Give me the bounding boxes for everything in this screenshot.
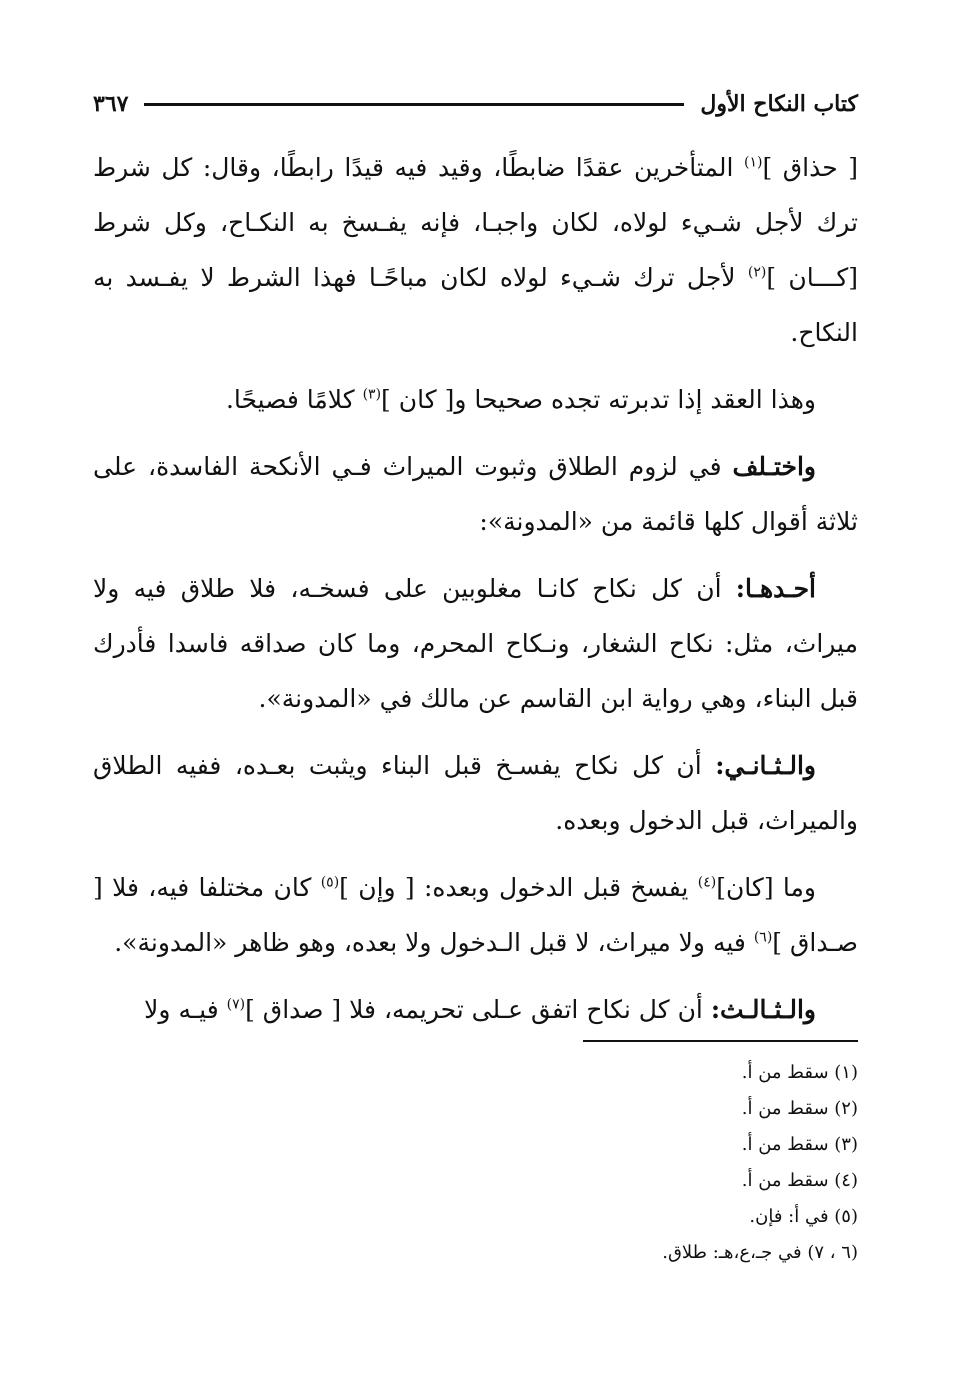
paragraph-3 [93, 439, 858, 549]
footnote-ref: (١) [743, 154, 763, 171]
footnote-separator [583, 1040, 858, 1042]
footnote-ref: (٤) [697, 874, 717, 891]
paragraph-5 [93, 738, 858, 848]
body-text [93, 140, 858, 1049]
lead-word: والـثـالـث: [710, 995, 816, 1024]
text-run: لأجل ترك شـيء لولاه لكان مباحًـا فهذا الشرط لا يفـسد به النكاح. [93, 263, 858, 347]
lead-word: أحـدهـا: [735, 574, 816, 603]
text-run: المتأخرين عقدًا ضابطًا، وقيد فيه قيدًا رابطًا، وقال: كل شرط ترك لأجل شـيء لولاه، لكان واجبـا، فإنه يفـسخ به النكـاح، وكل شرط [كـــان ] [93, 153, 858, 292]
paragraph-7 [93, 982, 858, 1037]
footnote: (٦ ، ٧) في جـ،ع،هـ: طلاق. [662, 1242, 858, 1263]
text-run: وما [كان] [716, 873, 816, 902]
page-number: ٣٦٧ [93, 91, 129, 117]
footnotes [358, 1055, 858, 1271]
header-rule [144, 103, 684, 106]
paragraph-4 [93, 561, 858, 726]
text-run: أن كل نكاح اتفق عـلى تحريمه، فلا [ صداق ] [245, 995, 711, 1024]
running-header [93, 84, 858, 124]
footnote-ref: (٣) [362, 386, 382, 403]
footnote-ref: (٧) [226, 996, 246, 1013]
text-run: [ حذاق ] [762, 153, 858, 182]
text-run: أن كل نكاح يفسـخ قبل البناء ويثبت بعـده، ففيه الطلاق والميراث، قبل الدخول وبعده. [93, 751, 858, 835]
footnote-ref: (٢) [747, 264, 767, 281]
paragraph-6 [93, 860, 858, 970]
text-run: فيـه ولا [144, 995, 227, 1024]
footnote-ref: (٥) [320, 874, 340, 891]
text-run: كان مختلفا فيه، فلا [ صـداق ] [93, 873, 858, 957]
text-run: أن كل نكاح كانـا مغلوبين على فسخـه، فلا طلاق فيه ولا ميراث، مثل: نكاح الشغار، ونـكاح المحرم، وما كان صداقه فاسدا فأدرك قبل البناء، وهي رواية ابن القاسم عن مالك في «المدونة». [93, 574, 858, 713]
footnote: (١) سقط من أ. [741, 1062, 858, 1083]
paragraph-2 [93, 372, 858, 427]
footnote-ref: (٦) [753, 929, 773, 946]
footnote: (٤) سقط من أ. [741, 1170, 858, 1191]
paragraph-1 [93, 140, 858, 360]
book-title: كتاب النكاح الأول [700, 91, 858, 117]
footnote: (٣) سقط من أ. [741, 1134, 858, 1155]
lead-word: والـثـانـي: [715, 751, 816, 780]
lead-word: واختـلف [732, 452, 816, 481]
text-run: في لزوم الطلاق وثبوت الميراث فـي الأنكحة الفاسدة، على ثلاثة أقوال كلها قائمة من «المدونة»: [93, 452, 858, 536]
footnote: (٢) سقط من أ. [741, 1098, 858, 1119]
text-run: كلامًا فصيحًا. [225, 385, 363, 414]
text-run: وهذا العقد إذا تدبرته تجده صحيحا و[ كان ] [381, 385, 816, 414]
footnote: (٥) في أ: فإن. [749, 1206, 858, 1227]
text-run: فيه ولا ميراث، لا قبل الـدخول ولا بعده، وهو ظاهر «المدونة». [114, 928, 754, 957]
text-run: يفسخ قبل الدخول وبعده: [ وإن ] [339, 873, 698, 902]
